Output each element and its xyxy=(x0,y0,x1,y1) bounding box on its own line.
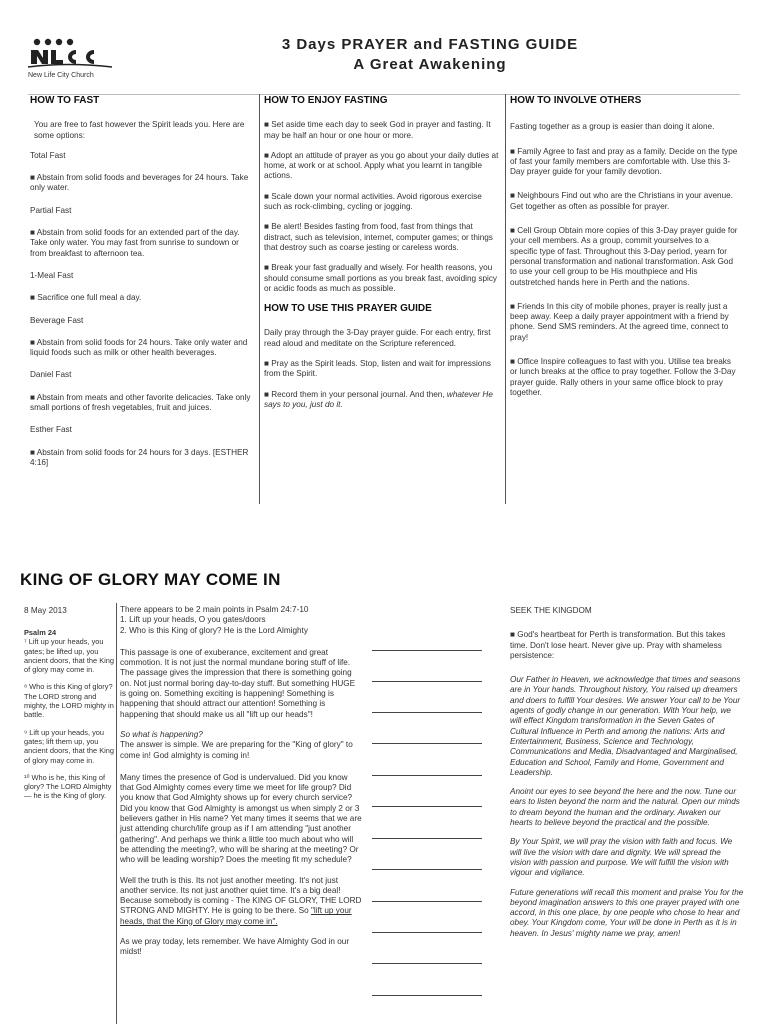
devotion-paragraph: As we pray today, lets remember. We have Almighty God in our midst! xyxy=(120,937,350,957)
seek-kingdom-heading: SEEK THE KINGDOM xyxy=(510,606,592,615)
column-divider xyxy=(116,603,117,1024)
column-divider xyxy=(259,94,260,504)
use-item: ■ Pray as the Spirit leads. Stop, listen and wait for impressions from the Spirit. xyxy=(264,359,492,379)
fast-option-desc: ■ Abstain from solid foods for 24 hours. Take only water and liquid foods such as milk or other health beverages. xyxy=(30,337,248,358)
column-divider xyxy=(505,94,506,504)
involve-item: Fasting together as a group is easier than doing it alone. xyxy=(510,122,715,132)
journal-line xyxy=(372,901,482,902)
seek-kingdom-intro: ■ God's heartbeat for Perth is transformation. But this takes time. Don't lose heart. Never give up. Pray with shameless persistence: xyxy=(510,630,726,660)
psalm-reference: Psalm 24 xyxy=(24,628,57,637)
involve-item: ■ Cell Group Obtain more copies of this 3-Day prayer guide for your cell members. As a group, commit yourselves to a specific type of fast. Throughout this 3-Day period, yearn for personal transformation and national transformation. Ask God to use your cell group to be His mouthpiece and His outstretched hands here in Perth and the nations. xyxy=(510,226,738,287)
use-item-last-text: ■ Record them in your personal journal. And then, xyxy=(264,389,445,399)
psalm-sidebar xyxy=(24,628,114,809)
how-to-fast-column xyxy=(30,96,252,476)
enjoy-item: ■ Set aside time each day to seek God in prayer and fasting. It may be half an hour or one hour or more. xyxy=(264,120,491,140)
how-to-involve-column xyxy=(510,96,738,406)
journal-line xyxy=(372,712,482,713)
fast-option-desc: ■ Abstain from meats and other favorite delicacies. Take only small portions of fresh vegetables, fruit and juices. xyxy=(30,392,251,413)
fast-option-name: 1-Meal Fast xyxy=(30,270,74,280)
journal-line xyxy=(372,838,482,839)
fast-option-desc: ■ Abstain from solid foods for 24 hours for 3 days. [ESTHER 4:16] xyxy=(30,447,249,467)
seek-prayer: By Your Spirit, we will pray the vision with faith and focus. We will live the vision with dare and dignity. We will spread the vision with passion and purpose. We will fulfill the vision with vigour and vigilance. xyxy=(510,837,733,878)
how-to-fast-intro: You are free to fast however the Spirit leads you. Here are some options: xyxy=(34,120,245,140)
enjoy-item: ■ Adopt an attitude of prayer as you go about your daily duties at home, at work or at school. Apply what you learnt in tangible actions. xyxy=(264,150,499,181)
seek-prayer: Anoint our eyes to see beyond the here and the now. Tune our ears to listen beyond the norm and the natural. Open our minds to dream beyond the human and the ordinary. Awaken our hearts to believe beyond the practical and the possible. xyxy=(510,787,740,828)
fast-option-desc: ■ Sacrifice one full meal a day. xyxy=(30,293,142,303)
seek-prayer: Future generations will recall this moment and praise You for the beyond imagination answers to this one prayer prayed with one accord, in this one place, by one people who chose to hear and obey. Your Kingdom come, Your will be done in Perth as it is in heaven. In Jesus' mighty name we pray, amen! xyxy=(510,887,744,938)
church-logo xyxy=(28,36,118,79)
journal-line xyxy=(372,932,482,933)
journal-line xyxy=(372,806,482,807)
psalm-verse: ⁹ Lift up your heads, you gates; lift them up, you ancient doors, that the King of glory may come in. xyxy=(24,727,114,765)
devotion-point: 2. Who is this King of glory? He is the Lord Almighty xyxy=(120,625,308,635)
devotion-paragraph: Many times the presence of God is undervalued. Did you know that God Almighty comes every time we meet for life group? Did you know that God Almighty shows up for every church service? Did you know that God Almighty is amongst us when simply 2 or 3 believers gather in His name? Yet many times it seems that we are just attending church/life group as if I am attending "just another gathering". And perhaps we think a little too much about who will be attending the meeting?, who will be sharing at the meeting? Or who will be leading worship? Does the meeting fit my schedule? xyxy=(120,772,362,865)
psalm-verse: ⁸ Who is this King of glory? The LORD strong and mighty, the LORD mighty in battle. xyxy=(24,682,114,720)
use-item: Daily pray through the 3-Day prayer guide. For each entry, first read aloud and meditate on the Scripture referenced. xyxy=(264,328,491,348)
fast-option-desc: ■ Abstain from solid foods for an extended part of the day. Take only water. You may fast from sunrise to sundown or from breakfast to afternoon tea. xyxy=(30,228,240,258)
page-title: 3 Days PRAYER and FASTING GUIDE xyxy=(281,36,579,53)
seek-prayer: Our Father in Heaven, we acknowledge that times and seasons are in Your hands. Throughout history, You raised up dreamers and doers to fulfill Your desires. We answer Your call to be Your agents of godly change in our generation. With Your help, we will effect Kingdom transformation in the Seven Gates of Cultural Influence in Perth and among the nations: Arts and Entertainment, Business, Science and Technology, Communications and Media, Disadvantaged and Marginalised, Education and School, Family and Home, Government and Leadership. xyxy=(510,675,741,777)
devotion-intro: There appears to be 2 main points in Psalm 24:7-10 xyxy=(120,605,309,614)
devotion-paragraph: The answer is simple. We are preparing for the "King of glory" to come in! God almighty is coming in! xyxy=(120,740,353,760)
devotion-date: 8 May 2013 xyxy=(24,606,67,615)
how-to-involve-heading: HOW TO INVOLVE OTHERS xyxy=(510,95,642,106)
enjoy-item: ■ Scale down your normal activities. Avoid rigorous exercise such as rock-climbing, cycling or jogging. xyxy=(264,191,482,212)
devotion-underlined-quote: "lift up your heads, that the King of Glory may come in". xyxy=(120,906,352,926)
psalm-verse: ¹⁰ Who is he, this King of glory? The LORD Almighty— he is the King of glory. xyxy=(24,772,112,801)
page-subtitle: A Great Awakening xyxy=(353,56,507,73)
church-name: New Life City Church xyxy=(28,72,94,79)
journal-line xyxy=(372,963,482,964)
journal-line xyxy=(372,869,482,870)
use-item-last xyxy=(264,390,500,411)
devotion-point: 1. Lift up your heads, O you gates/doors xyxy=(120,615,266,625)
seek-kingdom-column xyxy=(510,606,744,948)
journal-line xyxy=(372,743,482,744)
how-to-enjoy-column xyxy=(264,96,500,418)
enjoy-item: ■ Be alert! Besides fasting from food, fast from things that distract, such as television, internet, computer games; or things that destroy such as coarse jesting or careless words. xyxy=(264,222,493,252)
nlcc-logo-icon xyxy=(28,36,114,70)
journal-line xyxy=(372,650,482,651)
fast-option-name: Total Fast xyxy=(30,150,66,160)
fast-option-name: Partial Fast xyxy=(30,205,72,215)
journal-line xyxy=(372,995,482,996)
how-to-use-heading: HOW TO USE THIS PRAYER GUIDE xyxy=(264,303,432,315)
devotion-paragraph-text: Well the truth is this. Its not just another meeting. It's not just another service. Its not just another quiet time. It's a big deal! Because somebody is coming - The KING OF GLORY, THE LORD STRONG AND MIGHTY. He is going to be there. So xyxy=(120,875,362,916)
section-title: KING OF GLORY MAY COME IN xyxy=(20,570,281,589)
devotion-question: So what is happening? xyxy=(120,729,203,739)
use-item-last-italic: whatever He says to you, just do it. xyxy=(264,389,493,409)
involve-item: ■ Family Agree to fast and pray as a family. Decide on the type of fast your family members are comfortable with. Use this 3-Day prayer guide for your family devotion. xyxy=(510,146,738,177)
involve-item: ■ Office Inspire colleagues to fast with you. Utilise tea breaks or lunch breaks at the office to pray together. Follow the 3-Day prayer guide. Rally others in your same office block to pray together. xyxy=(510,357,736,397)
enjoy-item: ■ Break your fast gradually and wisely. For health reasons, you should consume small portions as you break fast, avoiding spicy or acidic foods as much as possible. xyxy=(264,263,498,293)
how-to-enjoy-heading: HOW TO ENJOY FASTING xyxy=(264,95,388,106)
journal-line xyxy=(372,775,482,776)
involve-item: ■ Friends In this city of mobile phones, prayer is really just a beep away. Keep a daily prayer appointment with a friend by phone. Send SMS reminders. At the agreed time, connect to pray! xyxy=(510,301,729,342)
fast-option-name: Beverage Fast xyxy=(30,315,84,325)
fast-option-desc: ■ Abstain from solid foods and beverages for 24 hours. Take only water. xyxy=(30,173,249,193)
how-to-fast-heading: HOW TO FAST xyxy=(30,95,100,106)
psalm-verse: ⁷ Lift up your heads, you gates; be lifted up, you ancient doors, that the King of glory may come in. xyxy=(24,637,114,675)
journal-line xyxy=(372,681,482,682)
involve-item: ■ Neighbours Find out who are the Christians in your avenue. Get together as often as possible for prayer. xyxy=(510,191,733,211)
fast-option-name: Esther Fast xyxy=(30,425,72,435)
devotion-paragraph: This passage is one of exuberance, excitement and great commotion. It is not just the normal mundane boring stuff of life. The passage gives the impression that there is something going on. Not just normal boring day-to-day stuff. But something HUGE is going on. Something exciting is happening! Something is happening that should attract our attention! Something is happening that should make us all "lift up our heads"! xyxy=(120,647,356,719)
devotion-body xyxy=(120,605,362,965)
fast-option-name: Daniel Fast xyxy=(30,370,72,380)
devotion-paragraph xyxy=(120,876,362,927)
